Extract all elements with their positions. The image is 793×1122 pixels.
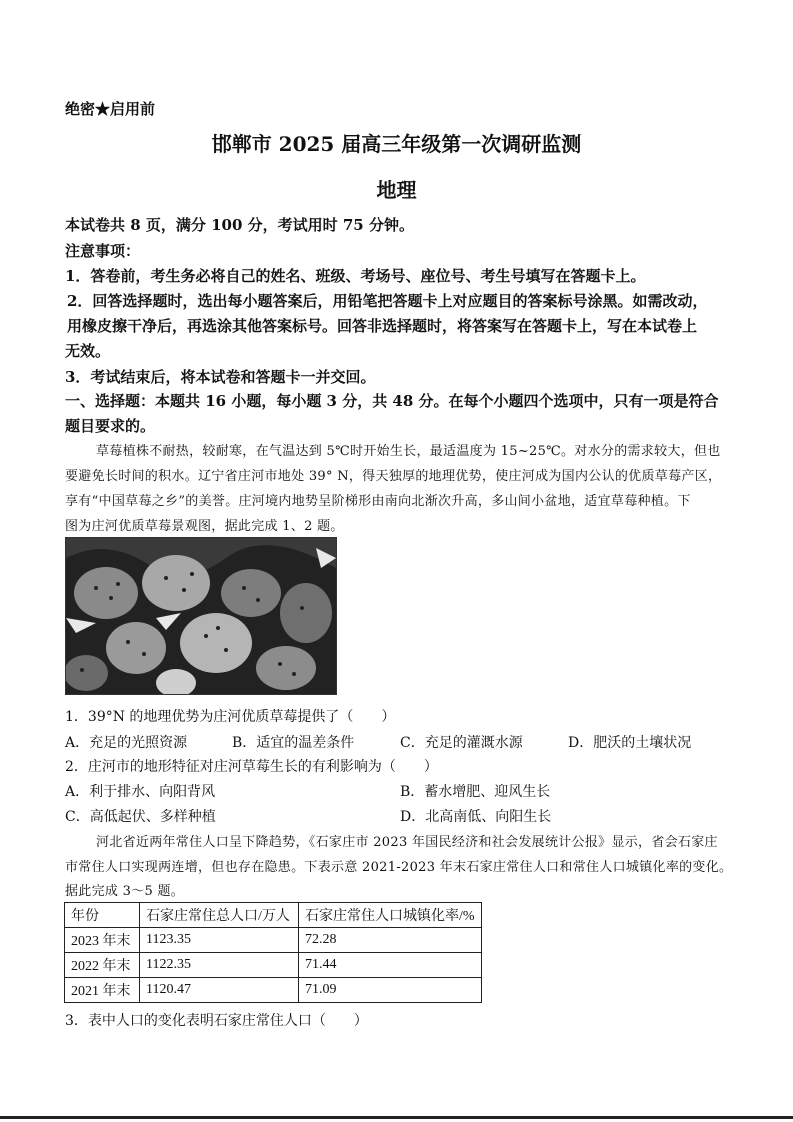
section-1-heading-line-2: 题目要求的。 (65, 417, 156, 435)
confidential-label: 绝密★启用前 (65, 100, 156, 118)
exam-summary: 本试卷共 8 页，满分 100 分，考试用时 75 分钟。 (65, 216, 414, 234)
table-header-cell: 石家庄常住人口城镇化率/% (299, 903, 482, 928)
table-cell: 2021 年末 (65, 978, 140, 1003)
table-cell: 1123.35 (140, 928, 299, 953)
question-2-option-c: C．高低起伏、多样种植 (65, 809, 216, 825)
passage-1-line-4: 图为庄河优质草莓景观图，据此完成 1、2 题。 (65, 519, 344, 534)
question-3-stem: 3．表中人口的变化表明石家庄常住人口（ ） (65, 1013, 368, 1029)
notice-item-1: 1．答卷前，考生务必将自己的姓名、班级、考场号、座位号、考生号填写在答题卡上。 (65, 267, 646, 285)
table-header-row (65, 903, 482, 928)
question-1-option-b: B．适宜的温差条件 (232, 735, 355, 751)
notice-item-3: 3．考试结束后，将本试卷和答题卡一并交回。 (65, 368, 376, 386)
strawberry-illustration (66, 538, 336, 694)
table-row (65, 928, 482, 953)
table-row (65, 978, 482, 1003)
table-cell: 2023 年末 (65, 928, 140, 953)
notice-heading: 注意事项： (65, 242, 141, 260)
passage-2-line-1: 河北省近两年常住人口呈下降趋势，《石家庄市 2023 年国民经济和社会发展统计公报》显示，省会石家庄 (96, 835, 718, 850)
strawberry-photo (65, 537, 337, 695)
section-1-heading-line-1: 一、选择题：本题共 16 小题，每小题 3 分，共 48 分。在每个小题四个选项中，只有一项是符合 (65, 392, 719, 410)
table-cell: 1120.47 (140, 978, 299, 1003)
notice-item-2-line-1: 2．回答选择题时，选出每小题答案后，用铅笔把答题卡上对应题目的答案标号涂黑。如需改动， (67, 292, 708, 310)
table-header-cell: 石家庄常住总人口/万人 (140, 903, 299, 928)
exam-title: 邯郸市 2025 届高三年级第一次调研监测 (211, 132, 582, 156)
question-1-option-c: C．充足的灌溉水源 (400, 735, 523, 751)
passage-2-line-2: 市常住人口实现两连增，但也存在隐患。下表示意 2021-2023 年末石家庄常住人口和常住人口城镇化率的变化。 (65, 860, 733, 875)
table-header-cell: 年份 (65, 903, 140, 928)
passage-1-line-1: 草莓植株不耐热，较耐寒，在气温达到 5℃时开始生长，最适温度为 15~25℃。对水分的需求较大，但也 (96, 444, 721, 459)
passage-1-line-3: 享有“中国草莓之乡”的美誉。庄河境内地势呈阶梯形由南向北渐次升高，多山间小盆地，适宜草莓种植。下 (65, 494, 691, 509)
subject-title: 地理 (376, 178, 417, 202)
table-row (65, 953, 482, 978)
question-1-option-a: A．充足的光照资源 (65, 735, 188, 751)
question-2-option-b: B．蓄水增肥、迎风生长 (400, 784, 551, 800)
table-cell: 72.28 (299, 928, 482, 953)
notice-item-2-line-2: 用橡皮擦干净后，再选涂其他答案标号。回答非选择题时，将答案写在答题卡上，写在本试卷上 (67, 317, 698, 335)
table-cell: 1122.35 (140, 953, 299, 978)
table-cell: 71.44 (299, 953, 482, 978)
question-1-option-d: D．肥沃的土壤状况 (568, 735, 692, 751)
passage-2-line-3: 据此完成 3～5 题。 (65, 884, 185, 899)
passage-1-line-2: 要避免长时间的积水。辽宁省庄河市地处 39° N，得天独厚的地理优势，使庄河成为国内公认的优质草莓产区， (65, 469, 722, 484)
notice-item-2-line-3: 无效。 (65, 342, 111, 360)
table-cell: 2022 年末 (65, 953, 140, 978)
question-2-stem: 2．庄河市的地形特征对庄河草莓生长的有利影响为（ ） (65, 759, 438, 775)
page-bottom-rule (0, 1116, 793, 1119)
question-2-option-a: A．利于排水、向阳背风 (65, 784, 216, 800)
question-1-stem: 1．39°N 的地理优势为庄河优质草莓提供了（ ） (65, 709, 396, 725)
question-2-option-d: D．北高南低、向阳生长 (400, 809, 552, 825)
population-table (64, 902, 482, 1003)
table-cell: 71.09 (299, 978, 482, 1003)
